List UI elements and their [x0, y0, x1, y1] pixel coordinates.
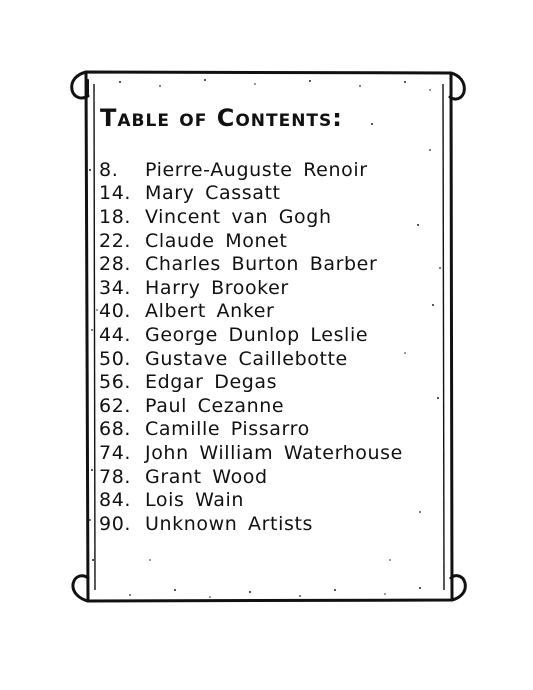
- toc-page-number: 14.: [99, 182, 132, 205]
- toc-artist-name: John William Waterhouse: [145, 441, 403, 464]
- toc-page-number: 56.: [99, 371, 132, 394]
- toc-entry: [99, 276, 403, 300]
- toc-page-number: 40.: [99, 300, 132, 323]
- toc-page-number: 22.: [99, 229, 132, 252]
- toc-artist-name: Albert Anker: [145, 300, 275, 323]
- toc-artist-name: Paul Cezanne: [145, 394, 285, 417]
- toc-entry: [99, 394, 403, 418]
- toc-entry: [99, 300, 403, 324]
- toc-page-number: 44.: [99, 323, 132, 346]
- toc-entry: [99, 323, 403, 347]
- toc-page-number: 90.: [99, 512, 132, 535]
- toc-artist-name: Grant Wood: [145, 465, 268, 488]
- toc-entry: [99, 512, 403, 536]
- toc-entry: [99, 441, 403, 465]
- page-title: Table of Contents:: [100, 104, 343, 132]
- toc-page-number: 34.: [99, 276, 132, 299]
- toc-artist-name: Harry Brooker: [145, 276, 289, 299]
- toc-entry: [99, 488, 403, 512]
- toc-page-number: 28.: [99, 253, 132, 276]
- toc-artist-name: Lois Wain: [145, 489, 245, 512]
- toc-entry: [99, 347, 403, 371]
- toc-entry: [99, 252, 403, 276]
- toc-artist-name: Camille Pissarro: [145, 418, 310, 441]
- toc-entry: [99, 370, 403, 394]
- toc-entry: [99, 229, 403, 253]
- table-of-contents-list: [99, 158, 403, 536]
- toc-artist-name: Gustave Caillebotte: [145, 347, 348, 370]
- toc-entry: [99, 465, 403, 489]
- toc-entry: [99, 205, 403, 229]
- toc-entry: [99, 158, 403, 182]
- toc-page-number: 78.: [99, 465, 132, 488]
- toc-page-number: 8.: [99, 158, 119, 181]
- toc-page-number: 18.: [99, 205, 132, 228]
- toc-artist-name: Vincent van Gogh: [145, 205, 332, 228]
- toc-artist-name: Charles Burton Barber: [145, 253, 378, 276]
- toc-page-number: 74.: [99, 441, 132, 464]
- toc-artist-name: Unknown Artists: [145, 512, 314, 535]
- toc-page-number: 84.: [99, 489, 132, 512]
- toc-artist-name: Edgar Degas: [145, 371, 278, 394]
- toc-artist-name: Pierre-Auguste Renoir: [145, 158, 368, 181]
- toc-entry: [99, 182, 403, 206]
- toc-page-number: 50.: [99, 347, 132, 370]
- toc-entry: [99, 418, 403, 442]
- toc-page-number: 62.: [99, 394, 132, 417]
- toc-artist-name: Claude Monet: [145, 229, 288, 252]
- toc-artist-name: George Dunlop Leslie: [145, 323, 369, 346]
- toc-page-number: 68.: [99, 418, 132, 441]
- toc-artist-name: Mary Cassatt: [145, 182, 281, 205]
